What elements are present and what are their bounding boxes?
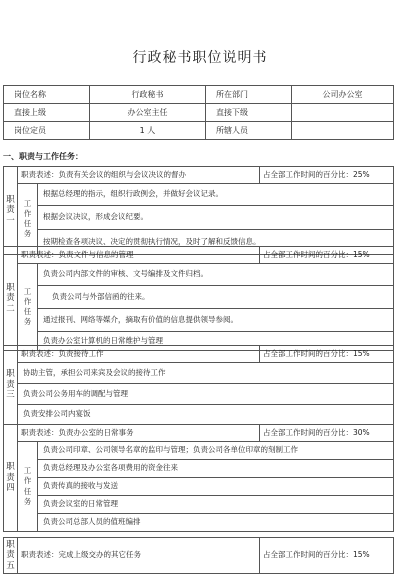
info-label: 直接上级: [4, 104, 90, 122]
info-value: [292, 122, 394, 140]
work-task-label: 工 作 任 务: [18, 442, 38, 532]
task-item: 根据总经理的指示，组织行政例会，并做好会议记录。: [38, 184, 394, 206]
task-item: 负责办公室计算机的日常维护与管理: [38, 332, 394, 351]
duty-table-3: [3, 345, 394, 425]
duty-percent-1: 占全部工作时间的百分比：25%: [260, 167, 394, 184]
info-label: 所辖人员: [206, 122, 292, 140]
duty-table-4: [3, 424, 394, 532]
info-value: [292, 104, 394, 122]
section-heading: 一、职责与工作任务：: [3, 152, 83, 161]
document-title: 行政秘书职位说明书: [132, 50, 268, 66]
duty-label-text: 职 责 四: [6, 462, 15, 494]
duty-label-1: [4, 167, 18, 255]
task-item: 负责公司内部文件的审核、文号编排及文件归档。: [38, 264, 394, 286]
info-value: 公司办公室: [292, 86, 394, 104]
duty-table-5: [3, 537, 394, 574]
info-row: [4, 122, 394, 140]
duty-summary-5: 职责表述：完成上级交办的其它任务: [18, 538, 260, 574]
work-task-label: 工 作 任 务: [18, 264, 38, 351]
job-info-table: [3, 85, 394, 140]
duty-percent-5: 占全部工作时间的百分比：15%: [260, 538, 394, 574]
task-item: 负责公司与外部信函的往来。: [38, 286, 394, 309]
task-item: 协助主管，承担公司来宾及会议的接待工作: [18, 363, 394, 384]
duty-label-text: 职 责 五: [6, 539, 15, 571]
duty-label-3: [4, 346, 18, 425]
duty-summary-2: 职责表述：负责文件与信息的管理: [18, 247, 260, 264]
info-label: 岗位定员: [4, 122, 90, 140]
work-task-label: 工 作 任 务: [18, 184, 38, 255]
duty-summary-3: 职责表述：负责接待工作: [18, 346, 260, 363]
duty-label-4: [4, 425, 18, 532]
task-item: 根据会议决议，形成会议纪要。: [38, 206, 394, 230]
duty-label-text: 职 责 一: [6, 194, 15, 226]
duty-percent-3: 占全部工作时间的百分比：15%: [260, 346, 394, 363]
task-item: 按期检查各项决议、决定的贯彻执行情况，及时了解和反馈信息。: [38, 230, 394, 255]
info-row: [4, 104, 394, 122]
duty-label-text: 职 责 二: [6, 282, 15, 314]
duty-label-text: 职 责 三: [6, 369, 15, 401]
duty-summary-1: 职责表述：负责有关会议的组织与会议决议的督办: [18, 167, 260, 184]
task-item: 负责会议室的日常管理: [38, 496, 394, 514]
task-item: 负责公司总部人员的值班编排: [38, 514, 394, 532]
task-item: 负责总经理及办公室各项费用的资金往来: [38, 460, 394, 478]
info-label: 直接下级: [206, 104, 292, 122]
task-item: 负责传真的接收与发送: [38, 478, 394, 496]
duty-percent-4: 占全部工作时间的百分比：30%: [260, 425, 394, 442]
info-value: 1 人: [90, 122, 206, 140]
info-value: 办公室主任: [90, 104, 206, 122]
duty-label-5: [4, 538, 18, 574]
task-item: 负责公司公务用车的调配与管理: [18, 384, 394, 405]
task-item: 通过报刊、网络等媒介，摘取有价值的信息提供领导参阅。: [38, 309, 394, 332]
task-item: 负责公司印章、公司领导名章的监印与管理；负责公司各单位印章的刻制工作: [38, 442, 394, 460]
info-row: [4, 86, 394, 104]
duty-summary-4: 职责表述：负责办公室的日常事务: [18, 425, 260, 442]
duty-table-1: [3, 166, 394, 255]
duty-percent-2: 占全部工作时间的百分比：15%: [260, 247, 394, 264]
duty-table-2: [3, 246, 394, 351]
info-value: 行政秘书: [90, 86, 206, 104]
info-label: 所在部门: [206, 86, 292, 104]
task-item: 负责安排公司内宴饭: [18, 405, 394, 425]
duty-label-2: [4, 247, 18, 351]
info-label: 岗位名称: [4, 86, 90, 104]
